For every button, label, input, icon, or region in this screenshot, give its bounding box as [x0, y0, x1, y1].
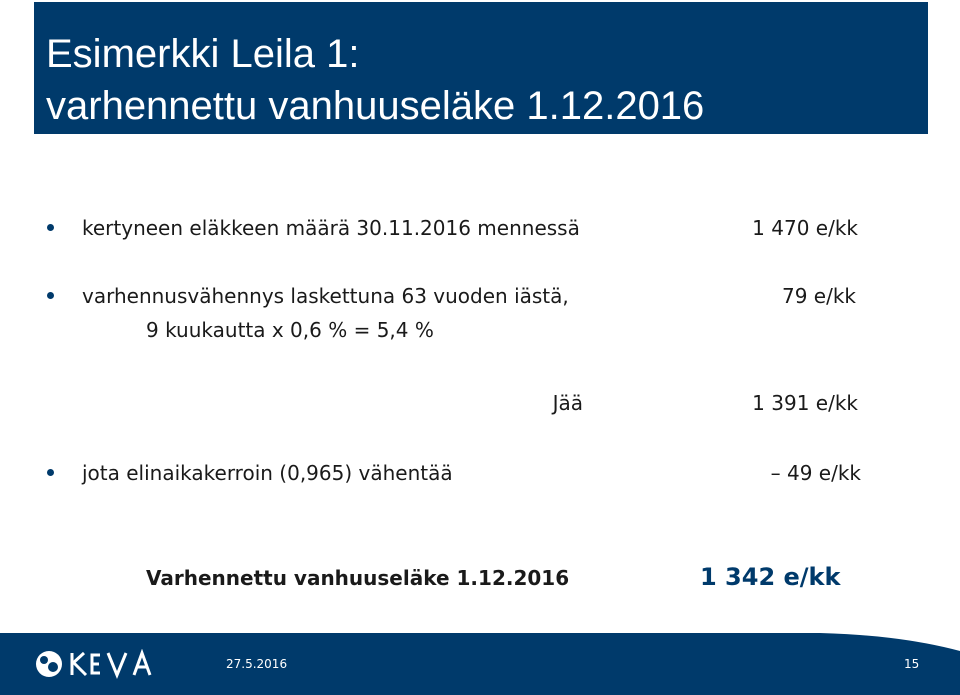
bullet-1	[47, 224, 54, 231]
row-1-value: 1 470 e/kk	[752, 216, 858, 240]
keva-logo	[34, 649, 174, 679]
result-value: 1 342 e/kk	[700, 563, 841, 591]
footer-bar	[0, 633, 960, 695]
row-4-label: jota elinaikakerroin (0,965) vähentää	[82, 461, 453, 485]
slide-title-line-1: Esimerkki Leila 1:	[46, 32, 360, 76]
row-3-label: Jää	[552, 391, 583, 415]
row-3-value: 1 391 e/kk	[752, 391, 858, 415]
row-4-value: – 49 e/kk	[770, 461, 861, 485]
bullet-2	[47, 292, 54, 299]
slide-title-line-2: varhennettu vanhuuseläke 1.12.2016	[46, 84, 705, 128]
title-bar	[34, 2, 928, 134]
row-2-label: varhennusvähennys laskettuna 63 vuoden iästä,	[82, 284, 569, 308]
result-label: Varhennettu vanhuuseläke 1.12.2016	[146, 566, 570, 590]
bullet-4	[47, 469, 54, 476]
page-number: 15	[904, 657, 920, 671]
row-1-label: kertyneen eläkkeen määrä 30.11.2016 mennessä	[82, 216, 580, 240]
row-2-value: 79 e/kk	[781, 284, 856, 308]
footer-date: 27.5.2016	[226, 657, 288, 671]
row-2-subtext: 9 kuukautta x 0,6 % = 5,4 %	[146, 318, 434, 342]
